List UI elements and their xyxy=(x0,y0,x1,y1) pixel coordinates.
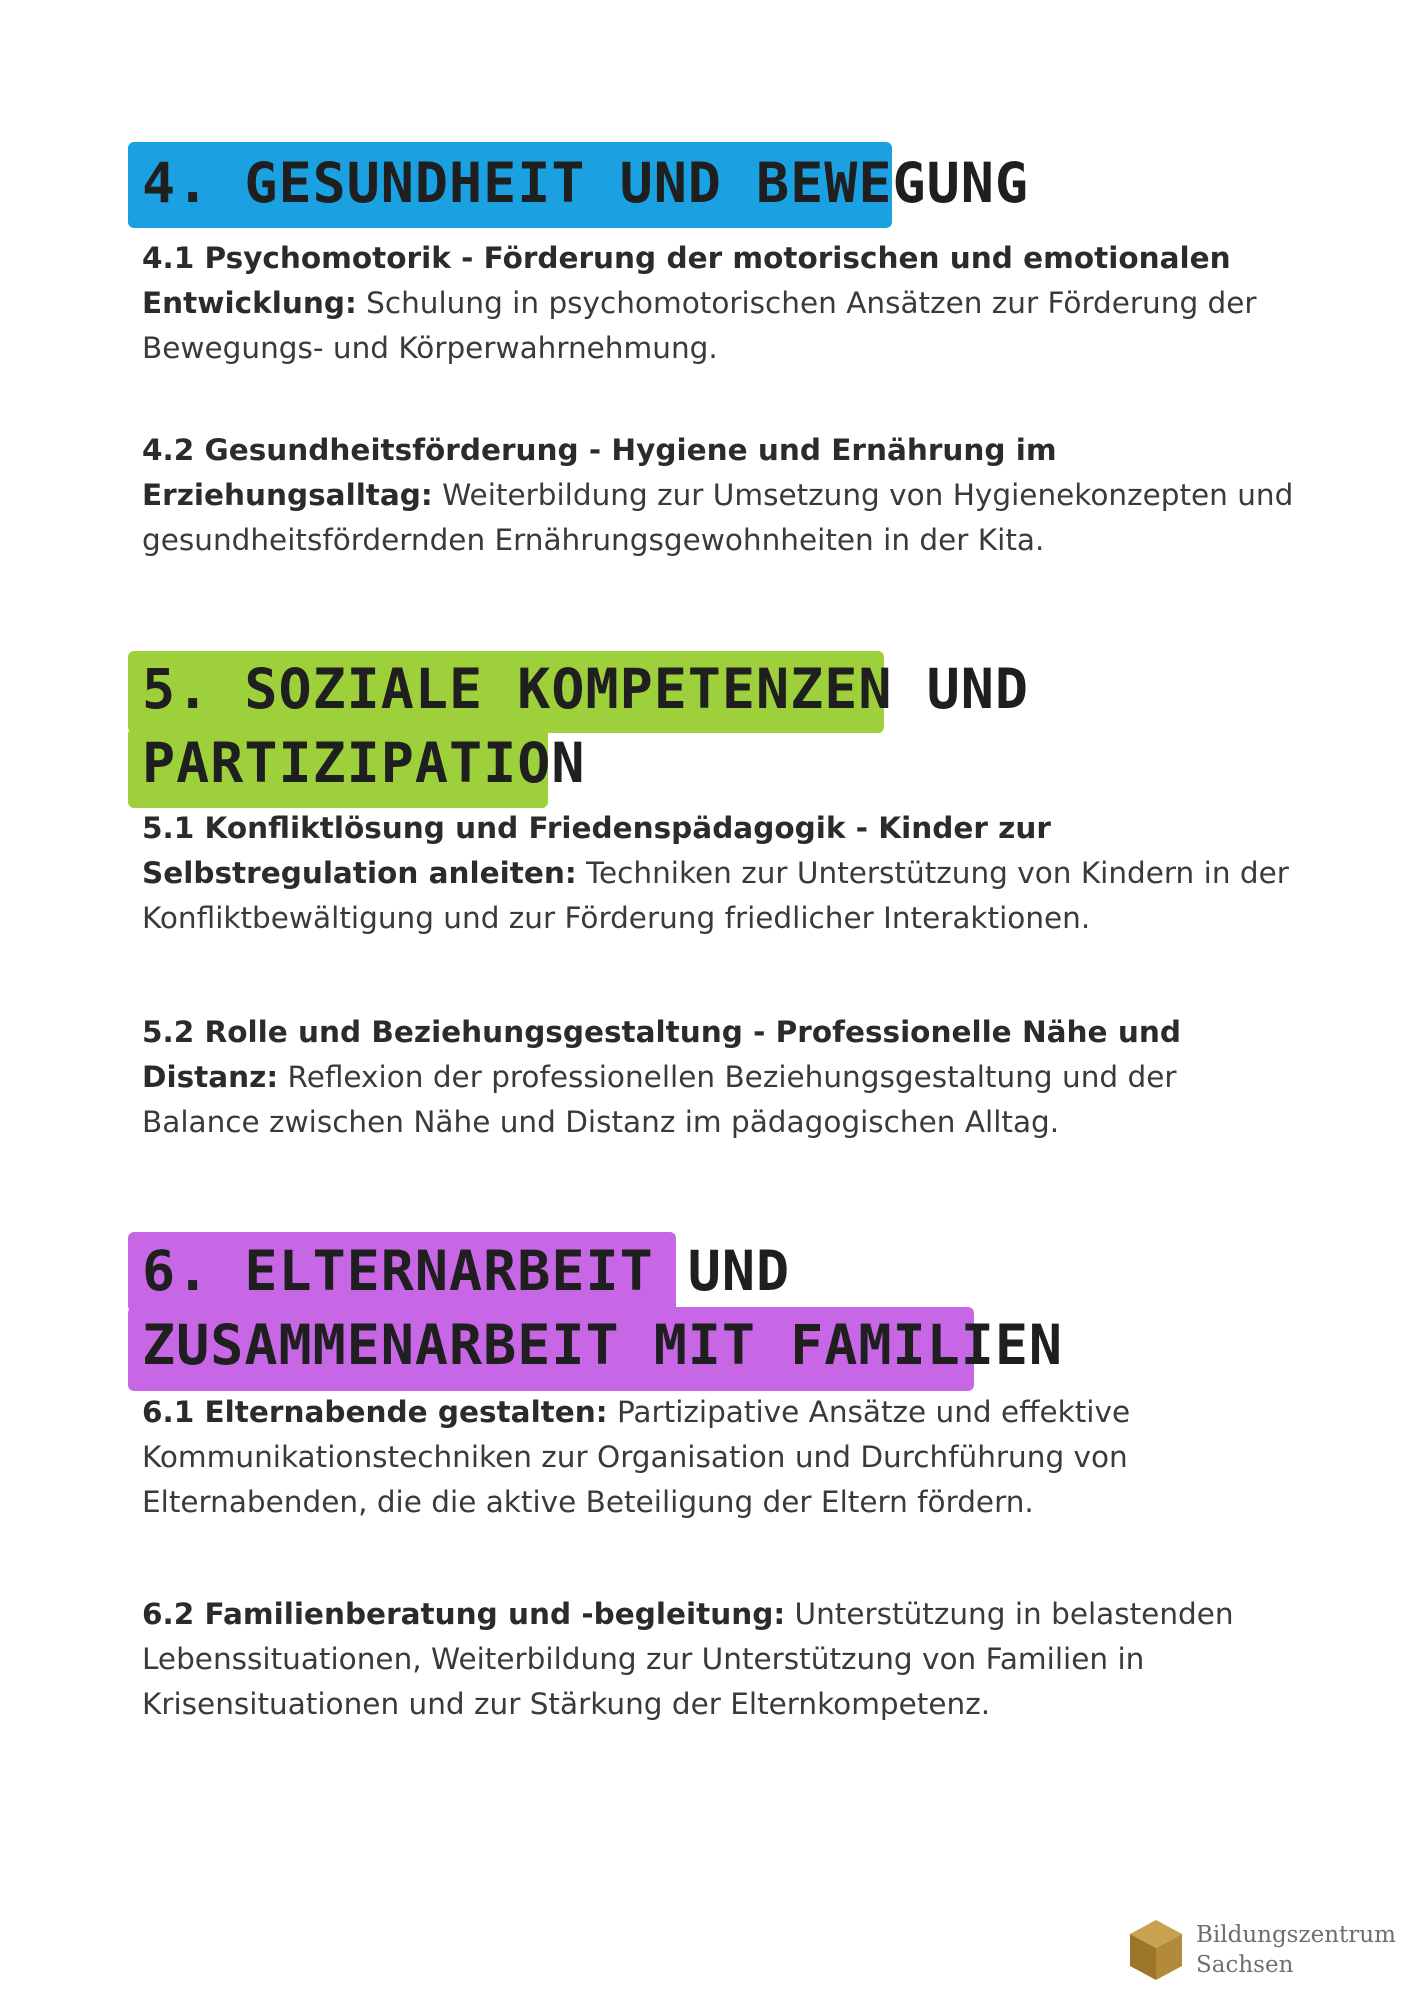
item-title: 5.1 Konfliktlösung und Friedenspädagogik - Kinder zur Selbstregulation anleiten: xyxy=(142,811,1051,890)
cube-icon xyxy=(1128,1918,1184,1982)
item-text: Techniken zur Unterstützung von Kindern in der Konfliktbewältigung und zur Förderung friedlicher Interaktionen. xyxy=(142,856,1289,935)
item-5-2 xyxy=(142,1010,1302,1145)
item-4-2 xyxy=(142,428,1302,563)
item-title: 4.2 Gesundheitsförderung - Hygiene und Ernährung im Erziehungsalltag: xyxy=(142,433,1057,512)
item-text: Partizipative Ansätze und effektive Kommunikationstechniken zur Organisation und Durchführung von Elternabenden, die die aktive Beteiligung der Eltern fördern. xyxy=(142,1395,1131,1519)
section-heading: 5. SOZIALE KOMPETENZEN UND PARTIZIPATION xyxy=(142,657,1029,795)
item-title: 5.2 Rolle und Beziehungsgestaltung - Professionelle Nähe und Distanz: xyxy=(142,1015,1181,1094)
section-heading: 4. GESUNDHEIT UND BEWEGUNG xyxy=(142,151,1029,215)
item-text: Weiterbildung zur Umsetzung von Hygienekonzepten und gesundheitsfördernden Ernährungsgewohnheiten in der Kita. xyxy=(142,478,1294,557)
brand-logo xyxy=(1128,1918,1398,1984)
section-heading: 6. ELTERNARBEIT UND ZUSAMMENARBEIT MIT FAMILIEN xyxy=(142,1239,1064,1377)
item-6-2 xyxy=(142,1592,1302,1727)
item-title: 4.1 Psychomotorik - Förderung der motorischen und emotionalen Entwicklung: xyxy=(142,241,1231,320)
item-4-1 xyxy=(142,236,1302,371)
logo-text: Bildungszentrum Sachsen xyxy=(1196,1922,1396,1978)
item-text: Schulung in psychomotorischen Ansätzen zur Förderung der Bewegungs- und Körperwahrnehmung. xyxy=(142,286,1257,365)
item-6-1 xyxy=(142,1390,1302,1525)
item-text: Unterstützung in belastenden Lebenssituationen, Weiterbildung zur Unterstützung von Familien in Krisensituationen und zur Stärkung der Elternkompetenz. xyxy=(142,1597,1234,1721)
item-title: 6.1 Elternabende gestalten: xyxy=(142,1395,608,1429)
item-text: Reflexion der professionellen Beziehungsgestaltung und der Balance zwischen Nähe und Distanz im pädagogischen Alltag. xyxy=(142,1060,1177,1139)
item-title: 6.2 Familienberatung und -begleitung: xyxy=(142,1597,786,1631)
item-5-1 xyxy=(142,806,1302,941)
